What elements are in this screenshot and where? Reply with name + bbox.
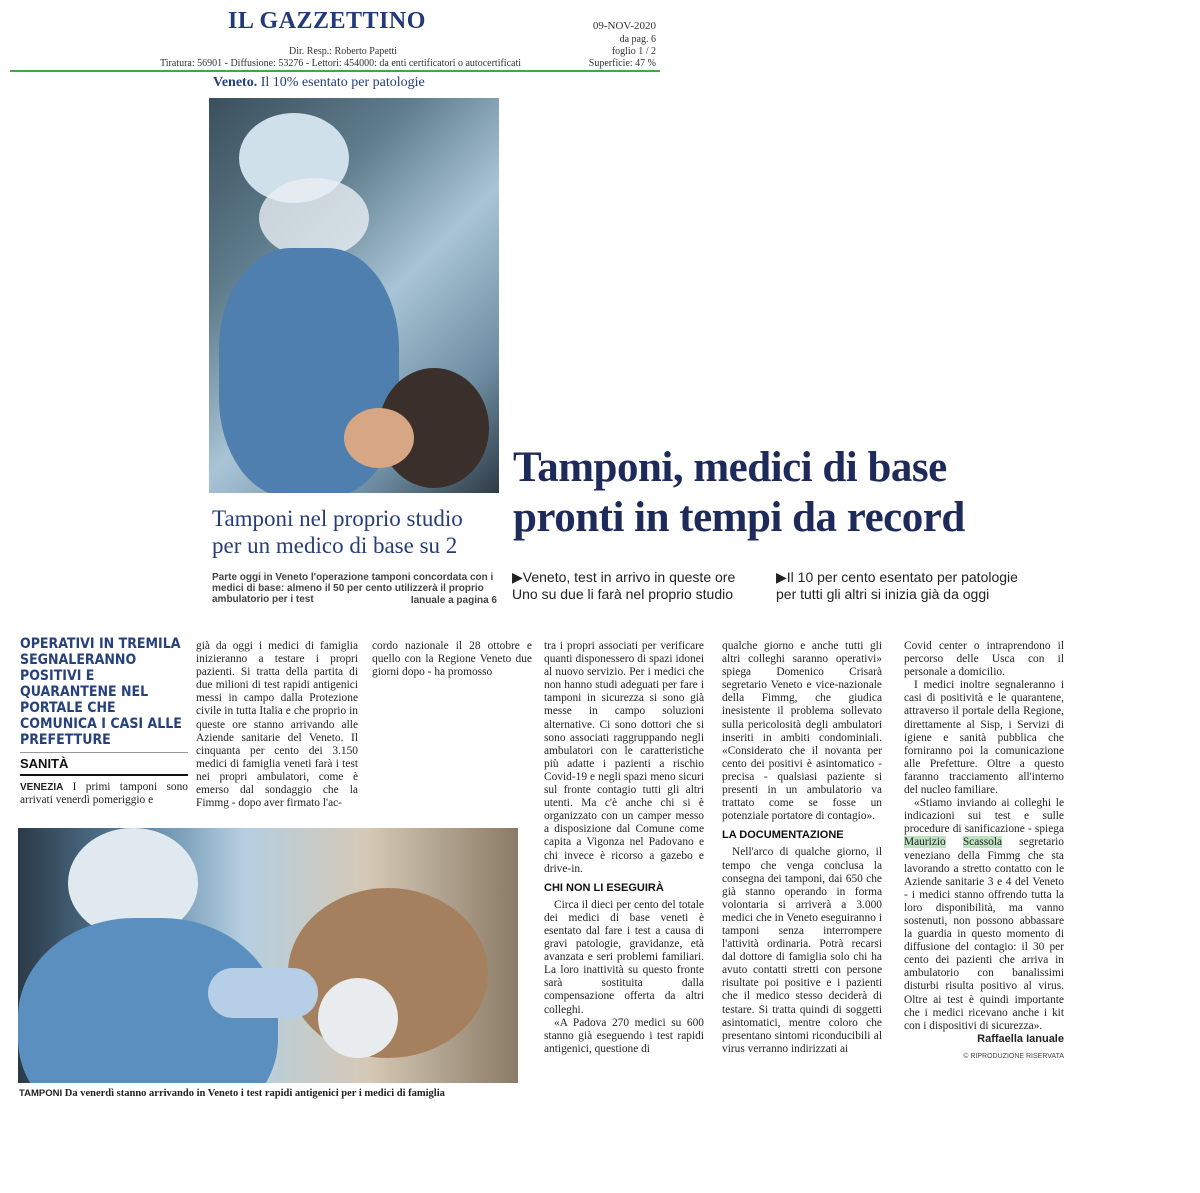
column-6-text-b: I medici inoltre segnaleranno i casi di positività e le quarantene, attraverso il portale della Regione, direttamente al Sisp, i Servizi di igiene e sanità pubblica che forniranno poi la comunicazione alle Prefetture. Oltre a questo faranno tracciamento all'interno del nucleo familiare.	[904, 679, 1064, 797]
heading-la-documentazione: LA DOCUMENTAZIONE	[722, 829, 844, 842]
column-6-text-c-post: segretario veneziano della Fimmg che sta lavorando a stretto contatto con le Aziende sanitarie 3 e 4 del Veneto - i medici stanno offrendo tutta la loro disponibilità, ma vanno sostenuti, non possono abbassare la guardia in questo momento di diffusione del contagio: il 30 per cento dei pazienti che arriva in ambulatorio con banalissimi disturbi risulta positivo al virus. Oltre ai test è quindi importante che i medici ricevano anche i kit con i dispositivi di sicurezza».	[904, 836, 1064, 1032]
patient-face-shape	[344, 408, 414, 468]
column-5-text-b: Nell'arco di qualche giorno, il tempo che venga conclusa la consegna dei tamponi, dai 650 che già stanno operando in forma volontaria si arriverà a 3.000 medici che in Veneto eseguiranno i tamponi senza interrompere l'attività ordinaria. Potrà recarsi dal dottore di famiglia solo chi ha avuto contatti stretti con persone risultate poi positive e i pazienti che il medico stesso deciderà di testare. Si tratta quindi di soggetti asintomatici, mentre coloro che presentano sintomi riconducibili al virus verranno indirizzati ai	[722, 846, 882, 1055]
photo-caption	[19, 1088, 445, 1099]
column-6-text-a: Covid center o intraprendono il percorso delle Usca con il personale a domicilio.	[904, 640, 1064, 679]
teaser-kicker-region: Veneto.	[213, 75, 258, 90]
subtitle-1-line2: Uno su due li farà nel proprio studio	[512, 586, 734, 602]
heading-chi-non-li-eseguira: CHI NON LI ESEGUIRÀ	[544, 881, 664, 894]
teaser-photo	[209, 98, 499, 493]
teaser-ref: Ianuale a pagina 6	[410, 595, 497, 606]
column-2-text: già da oggi i medici di famiglia inizieranno a testare i propri pazienti. Si tratta della partita di due milioni di test rapidi antigenici messi in campo dalla Protezione civile in tutta Italia e che proprio in queste ore stanno arrivando alle Aziende sanitarie del Veneto. Il cinquanta per cento dei 3.150 medici di famiglia veneti farà i test nei propri ambulatori, come è emerso dal sondaggio che la Fimmg - dopo aver firmato l'ac-	[196, 640, 358, 810]
header-rule	[10, 70, 660, 72]
article-title	[513, 443, 965, 543]
teaser-body: Parte oggi in Veneto l'operazione tamponi concordata con i medici di base: almeno il 50 per cento utilizzerà il proprio ambulatorio per i test	[212, 572, 494, 605]
page-ref: da pag. 6	[619, 34, 656, 45]
column-3-text: cordo nazionale il 28 ottobre e quello con la Regione Veneto due giorni dopo - ha promosso	[372, 640, 532, 679]
column-2	[196, 640, 358, 810]
subtitle-1	[512, 569, 768, 603]
sheet: foglio 1 / 2	[611, 46, 656, 57]
caption-text: Da venerdì stanno arrivando in Veneto i test rapidi antigenici per i medici di famiglia	[64, 1088, 445, 1099]
face-shield-shape	[259, 178, 369, 258]
teaser-text	[212, 572, 497, 606]
surface: Superficie: 47 %	[588, 58, 656, 69]
subtitle-2-line2: per tutti gli altri si inizia già da oggi	[776, 586, 990, 602]
column-4-text-a: tra i propri associati per verificare quanti disponessero di spazi idonei al nuovo servizio. Per i medici che non hanno studi adeguati per fare i tamponi in sicurezza si sono già messe in campo soluzioni alternative. Ci sono dottori che si sono associati raggruppando negli ambulatori con le caratteristiche più adatte i pazienti a rischio Covid-19 e negli spazi meno sicuri sul fronte contagio tutti gli altri utenti. Ma c'è anche chi si è organizzato con un camper messo a disposizione dal Comune come capita a Vigonza nel Padovano e chi invece è ricorso a gazebo e drive-in.	[544, 640, 704, 875]
column-3	[372, 640, 532, 679]
glove-shape	[208, 968, 318, 1018]
copyright-notice: © RIPRODUZIONE RISERVATA	[963, 1052, 1064, 1060]
masthead: IL GAZZETTINO	[228, 8, 426, 34]
teaser-title-line2: per un medico di base su 2	[212, 533, 458, 558]
subtitle-2	[776, 569, 1046, 603]
teaser-title	[212, 505, 463, 559]
article-title-line2: pronti in tempi da record	[513, 494, 965, 541]
highlighted-name-last: Scassola	[962, 836, 1003, 849]
teaser-kicker-text: Il 10% esentato per patologie	[260, 75, 425, 90]
date: 09-NOV-2020	[592, 20, 656, 32]
patient-mask-shape	[318, 978, 398, 1058]
column-1	[20, 781, 188, 807]
caption-label: TAMPONI	[19, 1088, 63, 1099]
circulation: Tiratura: 56901 - Diffusione: 53276 - Lettori: 454000: da enti certificatori o autocertificati	[160, 58, 522, 69]
column-1-text: I primi tamponi sono arrivati venerdì pomeriggio e	[20, 781, 188, 807]
column-6	[904, 640, 1064, 1063]
director: Dir. Resp.: Roberto Papetti	[289, 46, 398, 57]
column-4	[544, 640, 704, 1056]
dateline: VENEZIA	[20, 782, 64, 793]
column-4-text-c: «A Padova 270 medici su 600 stanno già eseguendo i test rapidi antigenici, questione di	[544, 1016, 704, 1055]
section-label: SANITÀ	[20, 752, 188, 776]
column-4-text-b: Circa il dieci per cento del totale dei medici di base veneti è esentato dal fare i test a causa di gravi patologie, gravidanze, età avanzata e seri problemi familiari. La loro inattività su questo fronte sarà sostituita dalla compensazione offerta da altri colleghi.	[544, 898, 704, 1016]
column-5	[722, 640, 882, 1056]
column-6-text-c-pre: «Stiamo inviando ai colleghi le indicazioni sui test e sulle procedure di sanificazione - spiega	[904, 797, 1064, 836]
teaser-kicker	[213, 75, 425, 91]
side-kicker: OPERATIVI IN TREMILA SEGNALERANNO POSITIVI E QUARANTENE NEL PORTALE CHE COMUNICA I CASI ALLE PREFETTURE	[20, 636, 182, 748]
article-title-line1: Tamponi, medici di base	[513, 444, 947, 491]
subtitle-1-line1: ▶Veneto, test in arrivo in queste ore	[512, 569, 736, 585]
highlighted-name-first: Maurizio	[904, 836, 946, 849]
teaser-title-line1: Tamponi nel proprio studio	[212, 506, 463, 531]
byline: Raffaella Ianuale	[977, 1032, 1064, 1045]
column-5-text-a: qualche giorno e anche tutti gli altri colleghi saranno operativi» spiega Domenico Crisarà segretario Veneto e vice-nazionale della Fimmg, che giudica inesistente il problema sollevato sulla pericolosità degli ambulatori inseriti in ambiti condominiali. «Considerato che il novanta per cento dei positivi è asintomatico - precisa - qualsiasi paziente si presenti in un ambulatorio va trattato come se fosse un potenziale portatore di contagio».	[722, 640, 882, 823]
main-photo	[18, 828, 518, 1083]
subtitle-2-line1: ▶Il 10 per cento esentato per patologie	[776, 569, 1018, 585]
